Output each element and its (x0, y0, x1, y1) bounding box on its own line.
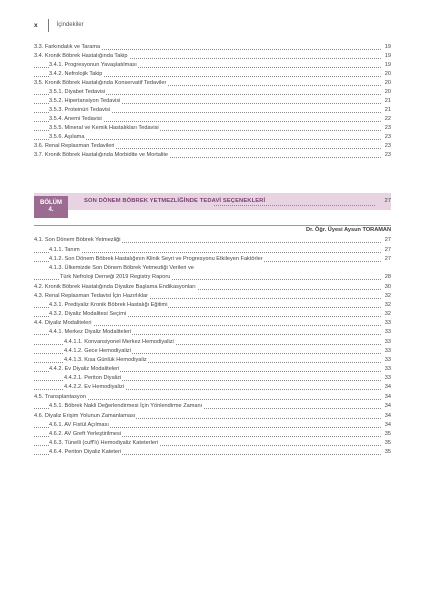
toc-entry[interactable] (34, 292, 391, 301)
toc-page-number: 20 (384, 80, 391, 86)
toc-entry[interactable] (34, 356, 391, 365)
toc-entry-label: 4.6.4. Periton Diyaliz Kateteri (49, 449, 122, 455)
toc-entry[interactable] (34, 124, 391, 133)
page-header (34, 18, 84, 32)
toc-entry-label: 3.5.1. Diyabet Tedavisi (49, 89, 106, 95)
toc-entry-label: 3.5.6. Aşılama (49, 134, 85, 140)
toc-entry[interactable] (34, 301, 391, 310)
toc-entry[interactable] (34, 133, 391, 142)
toc-entry[interactable] (34, 365, 391, 374)
toc-entry[interactable] (34, 383, 391, 392)
toc-page-number: 27 (384, 237, 391, 243)
toc-entry-label: 4.4.2.1. Periton Diyalizi (64, 375, 122, 381)
toc-entry-label: 4.3. Renal Replasman Tedavisi İçin Hazırlıklar (34, 293, 148, 299)
toc-entry[interactable] (34, 310, 391, 319)
toc-leader-dots (34, 252, 381, 253)
toc-entry[interactable] (34, 283, 391, 292)
chapter-box-number: 4. (48, 207, 54, 213)
toc-page-number: 33 (384, 320, 391, 326)
toc-entry[interactable] (34, 448, 391, 457)
toc-entry-label: 3.4.1. Progresyonun Yavaşlatılması (49, 62, 137, 68)
toc-page-number: 33 (384, 366, 391, 372)
toc-entry-label: 3.4. Kronik Böbrek Hastalığında Takip (34, 53, 128, 59)
toc-page-number: 20 (384, 71, 391, 77)
toc-page-number: 22 (384, 116, 391, 122)
toc-page-number: 27 (384, 256, 391, 262)
toc-entry-label: 4.2. Kronik Böbrek Hastalığında Diyalize Başlama Endikasyonları (34, 284, 196, 290)
toc-entry-label: 4.4.2.2. Ev Hemodiyalizi (64, 384, 125, 390)
toc-page-number: 34 (384, 384, 391, 390)
toc-entry-label: Türk Nefroloji Derneği 2019 Registry Raporu (60, 274, 171, 280)
chapter-page-number: 27 (384, 198, 391, 204)
toc-entry-label: 3.5. Kronik Böbrek Hastalığında Konservatif Tedaviler (34, 80, 167, 86)
toc-entry-label: 3.5.3. Proteinüri Tedavisi (49, 107, 111, 113)
toc-entry-label: 3.7. Kronik Böbrek Hastalığında Morbidite ve Mortalite (34, 152, 169, 158)
toc-entry-label: 4.3.1. Prediyaliz Kronik Böbrek Hastalığı Eğitimi (49, 302, 168, 308)
toc-page-number: 19 (384, 53, 391, 59)
toc-page-number: 27 (384, 247, 391, 253)
toc-entry[interactable] (34, 430, 391, 439)
toc-entry-label: 4.5.1. Böbrek Nakli Değerlendirmesi İçin Yönlendirme Zamanı (49, 403, 203, 409)
toc-page-number: 32 (384, 293, 391, 299)
chapter-leader-dots (214, 205, 375, 206)
toc-entry-label: 3.5.2. Hipertansiyon Tedavisi (49, 98, 121, 104)
toc-page-number: 33 (384, 357, 391, 363)
toc-entry[interactable] (34, 439, 391, 448)
toc-entry[interactable] (34, 97, 391, 106)
toc-entry[interactable] (34, 61, 391, 70)
toc-entry-label: 3.6. Renal Replasman Tedavileri (34, 143, 115, 149)
toc-entry[interactable] (34, 412, 391, 421)
toc-entry[interactable] (34, 264, 391, 273)
toc-entry-label: 3.4.2. Nefrolojik Takip (49, 71, 103, 77)
toc-entry-label: 4.6.2. AV Greft Yerleştirilmesi (49, 431, 122, 437)
chapter-box-label: BÖLÜM (40, 199, 62, 206)
toc-entry-label: 4.1.1. Tanım (49, 247, 80, 253)
toc-page-number: 21 (384, 107, 391, 113)
toc-entry-label: 4.4. Diyaliz Modaliteleri (34, 320, 92, 326)
toc-page-number: 28 (384, 274, 391, 280)
toc-entry-label: 4.3.2. Diyaliz Modalitesi Seçimi (49, 311, 127, 317)
toc-page-number: 30 (384, 284, 391, 290)
toc-page-number: 33 (384, 375, 391, 381)
toc-entry[interactable] (34, 236, 391, 245)
toc-page-number: 20 (384, 89, 391, 95)
toc-page-number: 19 (384, 62, 391, 68)
toc-page-number: 33 (384, 329, 391, 335)
header-divider (48, 19, 49, 32)
toc-page-number: 34 (384, 422, 391, 428)
toc-entry[interactable] (34, 43, 391, 52)
toc-entry[interactable] (34, 273, 391, 282)
toc-page-number: 34 (384, 403, 391, 409)
toc-entry[interactable] (34, 255, 391, 264)
toc-entry-label: 4.1. Son Dönem Böbrek Yetmezliği (34, 237, 121, 243)
toc-page-number: 35 (384, 431, 391, 437)
toc-entry[interactable] (34, 79, 391, 88)
toc-entry[interactable] (34, 142, 391, 151)
toc-entry-label: 4.6. Diyaliz Erişim Yolunun Zamanlaması (34, 413, 136, 419)
toc-page-number: 33 (384, 348, 391, 354)
toc-entry-label: 3.5.4. Anemi Tedavisi (49, 116, 102, 122)
toc-entry[interactable] (34, 151, 391, 160)
toc-page-number: 32 (384, 311, 391, 317)
toc-page-number: 34 (384, 394, 391, 400)
toc-entry-label: 4.1.3. Ülkemizde Son Dönem Böbrek Yetmezliği Verileri ve (49, 265, 194, 271)
toc-entry[interactable] (34, 319, 391, 328)
toc-leader-dots (34, 139, 381, 140)
toc-page-number: 34 (384, 413, 391, 419)
toc-entry-label: 4.4.1. Merkez Diyaliz Modaliteleri (49, 329, 132, 335)
toc-entry[interactable] (34, 106, 391, 115)
toc-page-number: 23 (384, 134, 391, 140)
toc-entry-label: 4.5. Transplantasyon (34, 394, 86, 400)
chapter-author: Dr. Öğr. Üyesi Aysun TORAMAN (306, 227, 391, 233)
toc-entry[interactable] (34, 246, 391, 255)
running-title: İçindekiler (56, 22, 84, 28)
toc-page-number: 35 (384, 449, 391, 455)
toc-entry[interactable] (34, 402, 391, 411)
toc-page-number: 23 (384, 125, 391, 131)
toc-page-number: 19 (384, 44, 391, 50)
toc-entry-label: 4.1.2. Son Dönem Böbrek Hastalığının Klinik Seyri ve Progresyonu Etkileyen Faktörler (49, 256, 263, 262)
toc-page-number: 23 (384, 143, 391, 149)
toc-entry-label: 4.4.1.2. Gece Hemodiyalizi (64, 348, 131, 354)
page-number: x (34, 21, 38, 29)
toc-entry[interactable] (34, 88, 391, 97)
toc-page-number: 35 (384, 440, 391, 446)
toc-page-number: 33 (384, 339, 391, 345)
author-divider (34, 225, 391, 226)
toc-entry[interactable] (34, 421, 391, 430)
toc-entry-label: 3.3. Farkındalık ve Tarama (34, 44, 101, 50)
toc-entry[interactable] (34, 393, 391, 402)
toc-entry[interactable] (34, 338, 391, 347)
toc-entry[interactable] (34, 115, 391, 124)
chapter-title[interactable]: SON DÖNEM BÖBREK YETMEZLİĞİNDE TEDAVİ SEÇENEKLERİ (84, 198, 266, 204)
toc-page-number: 21 (384, 98, 391, 104)
toc-entry[interactable] (34, 70, 391, 79)
toc-entry[interactable] (34, 52, 391, 61)
toc-page-number: 32 (384, 302, 391, 308)
toc-entry-label: 4.4.1.3. Kısa Günlük Hemodiyaliz (64, 357, 147, 363)
toc-entry[interactable] (34, 328, 391, 337)
toc-entry-label: 4.4.1.1. Konvansiyonel Merkez Hemodiyalizi (64, 339, 174, 345)
toc-entry-label: 4.6.3. Tünelli (cuff'lı) Hemodiyaliz Kateterleri (49, 440, 159, 446)
toc-page-number: 23 (384, 152, 391, 158)
toc-entry-label: 4.6.1. AV Fistül Açılması (49, 422, 109, 428)
chapter-number-box[interactable] (34, 196, 68, 218)
toc-entry[interactable] (34, 374, 391, 383)
toc-entry-label: 4.4.2. Ev Diyaliz Modaliteleri (49, 366, 120, 372)
toc-entry[interactable] (34, 347, 391, 356)
toc-entry-label: 3.5.5. Mineral ve Kemik Hastalıkları Tedavisi (49, 125, 159, 131)
